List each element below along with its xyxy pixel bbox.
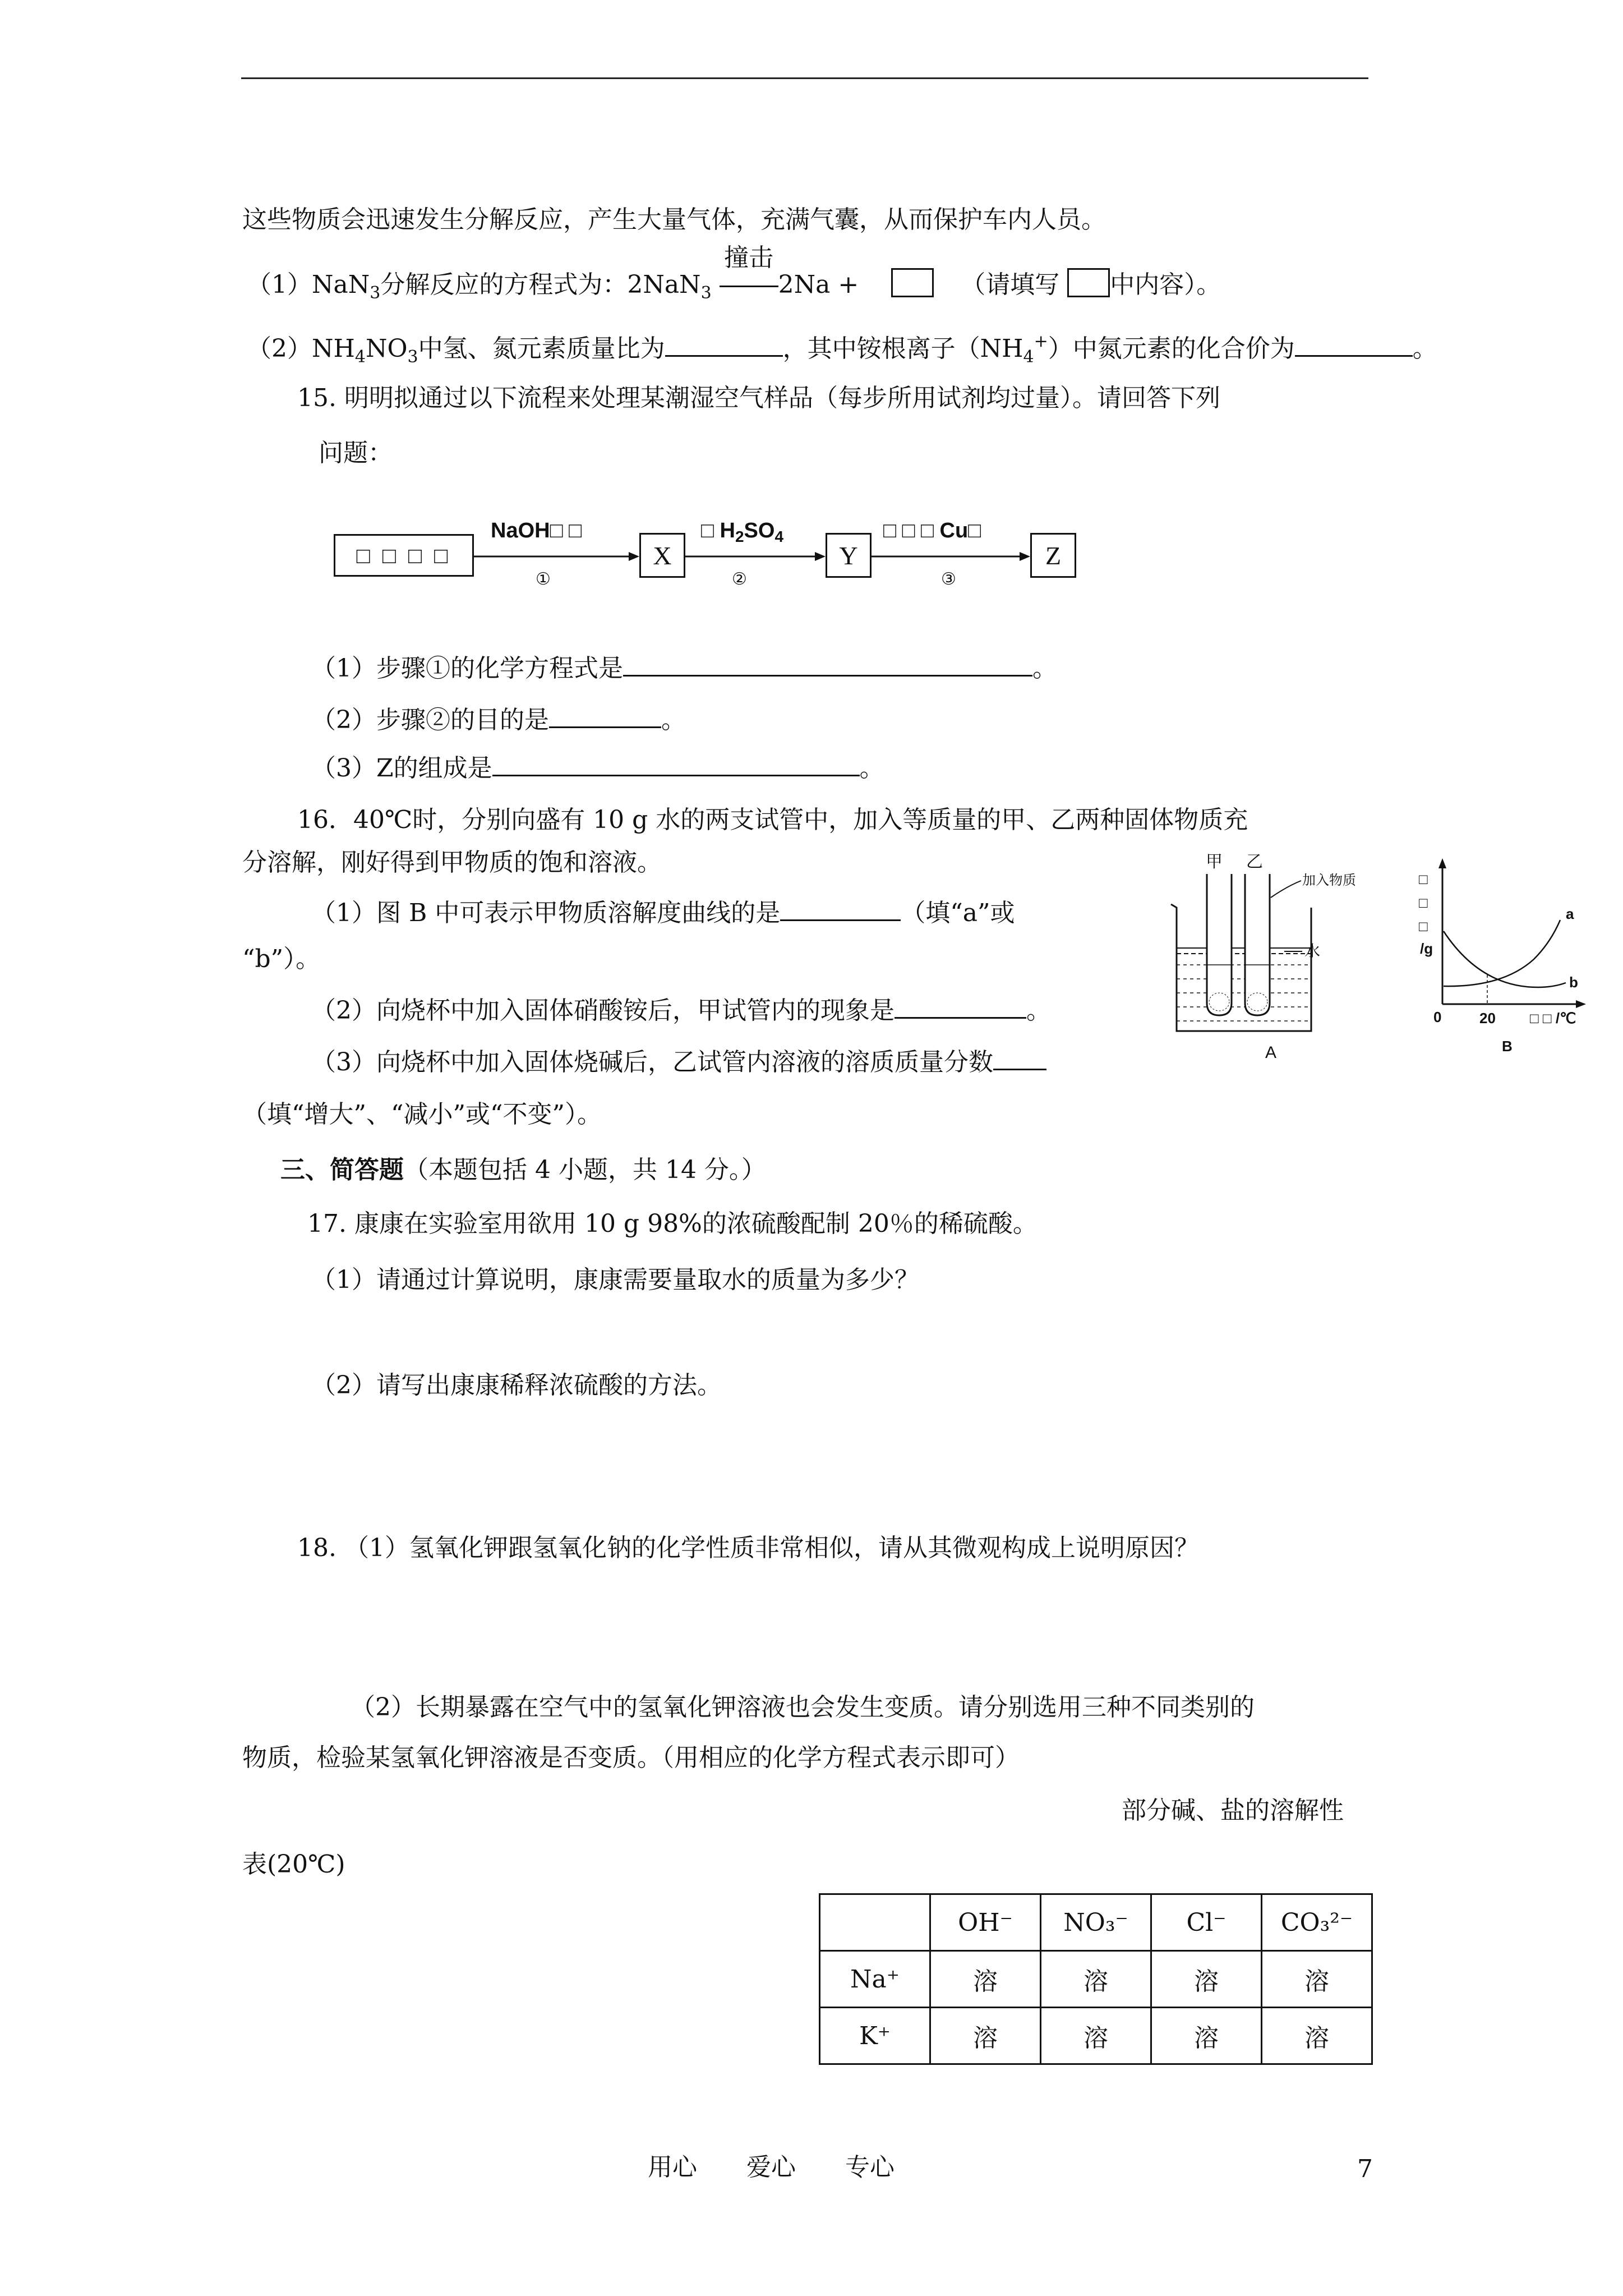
answer-blank-purpose[interactable] [549,726,661,728]
q15-stem-line2: 问题： [319,439,393,467]
footer-motto: 用心 爱心 专心 [648,2153,895,2182]
flow-step-3: ③ [941,569,956,589]
q14-part1: （1）NaN$_3$分解反应的方程式为：2NaN$_3$ 撞击 2Na + （请填写 中内容）。 [247,243,1221,303]
curve-b [1444,931,1566,987]
figure-b-caption: B [1502,1038,1513,1055]
table-header-row [820,1894,1372,1951]
y-axis-unit: /g [1420,940,1433,957]
flow-arrow-3 [872,550,1030,563]
flow-reagent-2: □ $H_2SO_4$ [701,519,784,545]
water-label: 水 [1304,942,1321,960]
flow-box-x: X [639,533,685,578]
figure-a-caption: A [1265,1043,1277,1062]
flow-step-1: ① [536,569,551,589]
flow-start-box: □ □ □ □ [334,534,474,577]
table-row [820,1951,1372,2008]
answer-blank-phenomenon[interactable] [895,1016,1026,1019]
curve-a-label: a [1566,905,1574,922]
y-axis-label: □ □ □ [1419,871,1428,935]
table-header-cell: OH⁻ [930,1894,1041,1951]
q16-stem-line2: 分溶解，刚好得到甲物质的饱和溶液。 [242,848,662,877]
flow-reagent-3: □ □ □ Cu□ [883,519,981,542]
table-row [820,2008,1372,2064]
q16-sub3: （3）向烧杯中加入固体烧碱后，乙试管内溶液的溶质质量分数 [311,1050,1046,1075]
table-cell: 溶 [1262,1951,1372,2008]
answer-blank-valence[interactable] [1295,355,1413,357]
header-rule [241,77,1368,79]
x-axis-label: □ □ /℃ [1530,1010,1576,1027]
table-cell: 溶 [1041,2008,1151,2064]
table-cell: 溶 [1262,2008,1372,2064]
answer-blank-composition[interactable] [492,774,860,776]
figure-b-solubility-chart [1419,853,1587,1055]
beaker-drawing [1161,853,1396,1038]
flow-step-2: ② [732,569,747,589]
table-title-line1: 部分碱、盐的溶解性 [1122,1796,1344,1825]
tube-label-jia: 甲 [1206,853,1223,871]
tube-label-yi: 乙 [1246,853,1263,871]
table-title-line2: 表(20℃) [242,1850,345,1879]
table-cell: Na⁺ [820,1951,930,2008]
table-cell: 溶 [930,2008,1041,2064]
answer-blank-fraction[interactable] [993,1068,1046,1070]
flow-arrow-1 [474,550,639,563]
table-header-cell: Cl⁻ [1151,1894,1262,1951]
table-header-cell: NO₃⁻ [1041,1894,1151,1951]
answer-blank-ratio[interactable] [665,355,783,357]
q16-stem-line1: 16．40℃时，分别向盛有 10 g 水的两支试管中，加入等质量的甲、乙两种固体物质充 [297,806,1248,834]
table-header-cell [820,1894,930,1951]
q18-sub1: 18. （1）氢氧化钾跟氢氧化钠的化学性质非常相似，请从其微观构成上说明原因？ [297,1534,1199,1562]
flow-box-y: Y [826,533,872,578]
q15-sub2: （2）步骤②的目的是 。 [311,706,686,734]
q16-sub1-line2: “b”）。 [242,945,321,973]
flow-reagent-1: NaOH□ □ [491,519,582,542]
curve-b-label: b [1569,974,1578,991]
intro-line: 这些物质会迅速发生分解反应，产生大量气体，充满气囊，从而保护车内人员。 [242,205,1106,234]
answer-box[interactable] [891,268,934,297]
table-cell: K⁺ [820,2008,930,2064]
table-cell: 溶 [1151,2008,1262,2064]
q16-sub2: （2）向烧杯中加入固体硝酸铵后，甲试管内的现象是 。 [311,996,1051,1025]
solubility-curves [1419,853,1587,1015]
q14-part2: $(2)NH_4NO_3$中氢、氮元素质量比为 ，其中铵根离子$(NH_4^+)$中氮元素的化合价为 。 [247,332,1437,367]
q15-stem-line1: 15. 明明拟通过以下流程来处理某潮湿空气样品（每步所用试剂均过量）。请回答下列 [297,384,1220,412]
q18-sub2-line2: 物质，检验某氢氧化钾溶液是否变质。（用相应的化学方程式表示即可） [242,1743,1020,1772]
answer-blank-equation[interactable] [623,674,1032,677]
answer-box-hint [1067,268,1110,297]
q17-sub1: （1）请通过计算说明，康康需要量取水的质量为多少？ [311,1266,919,1294]
q16-sub1: （1）图 B 中可表示甲物质溶解度曲线的是 （填“a”或 [311,899,1015,927]
reaction-condition: 撞击 [724,243,774,272]
q17-stem: 17. 康康在实验室用欲用 10 g 98%的浓硫酸配制 20％的稀硫酸。 [307,1209,1038,1238]
section-3-heading: 三、简答题（本题包括 4 小题，共 14 分。） [280,1156,766,1184]
solubility-table [819,1893,1373,2065]
table-header-cell: CO₃²⁻ [1262,1894,1372,1951]
q15-sub3: （3）Z的组成是 。 [311,754,884,783]
origin-label: 0 [1433,1009,1442,1025]
q16-sub3-line2: （填“增大”、“减小”或“不变”）。 [242,1100,602,1129]
x-tick-20: 20 [1479,1010,1496,1027]
flow-arrow-2 [685,550,826,563]
q17-sub2: （2）请写出康康稀释浓硫酸的方法。 [311,1371,722,1400]
added-substance-label: 加入物质 [1302,873,1356,888]
q18-sub2-line1: （2）长期暴露在空气中的氢氧化钾溶液也会发生变质。请分别选用三种不同类别的 [351,1693,1255,1722]
q15-sub1: （1）步骤①的化学方程式是 。 [311,654,1057,683]
flow-box-z: Z [1030,533,1076,578]
table-cell: 溶 [930,1951,1041,2008]
answer-blank-curve[interactable] [780,919,901,921]
table-cell: 溶 [1041,1951,1151,2008]
figure-a-beaker [1161,853,1396,1066]
table-cell: 溶 [1151,1951,1262,2008]
page-number: 7 [1357,2155,1373,2183]
